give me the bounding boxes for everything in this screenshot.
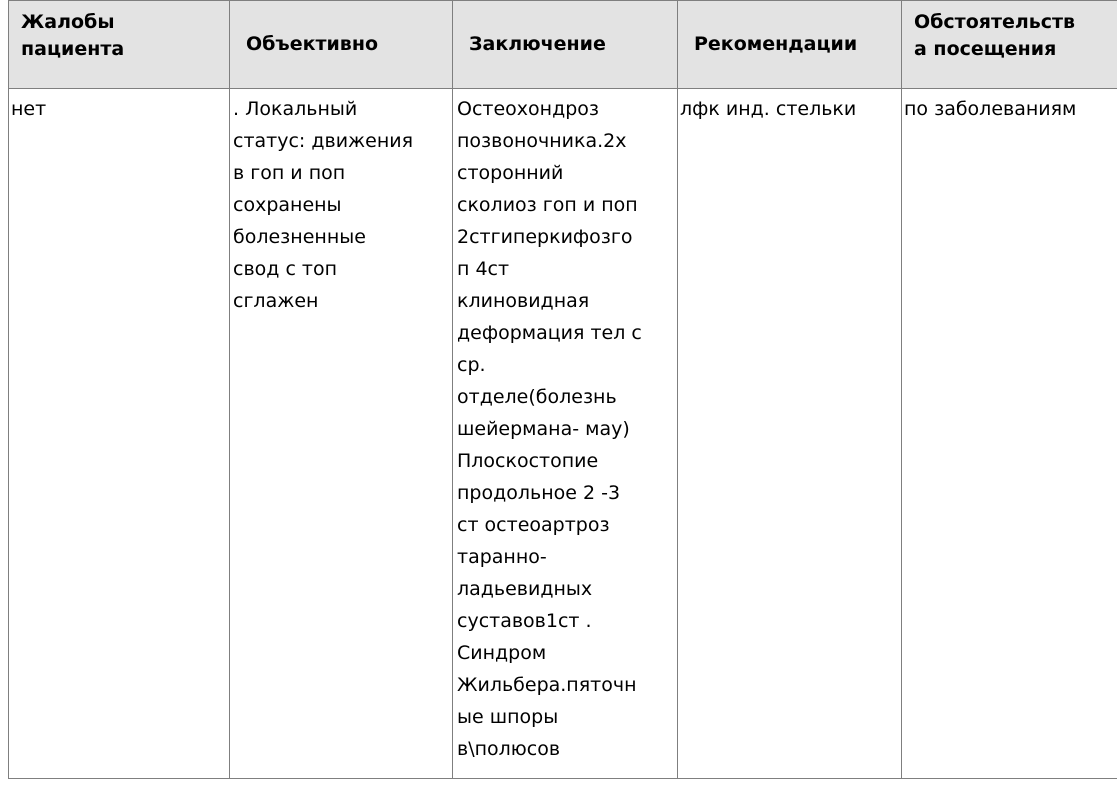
table-row xyxy=(9,89,1117,779)
table-header-row xyxy=(9,1,1117,89)
header-circumstances: Обстоятельств а посещения xyxy=(902,1,1117,89)
cell-circumstances: по заболеваниям xyxy=(902,89,1117,779)
visit-table xyxy=(8,0,1117,779)
header-conclusion: Заключение xyxy=(453,1,678,89)
cell-conclusion: Остеохондроз позвоночника.2х сторонний сколиоз гоп и поп 2стгиперкифозго п 4ст клиновидная деформация тел с ср. отделе(болезнь шейермана- мау) Плоскостопие продольное 2 -3 ст остеоартроз таранно- ладьевидных суставов1ст . Синдром Жильбера.пяточн ые шпоры в\полюсов xyxy=(453,89,678,779)
visit-record xyxy=(8,0,1117,779)
cell-complaints: нет xyxy=(9,89,230,779)
cell-recommendations: лфк инд. стельки xyxy=(678,89,902,779)
header-objective: Объективно xyxy=(230,1,453,89)
cell-objective: . Локальный статус: движения в гоп и поп сохранены болезненные свод с топ сглажен xyxy=(230,89,453,779)
header-complaints: Жалобы пациента xyxy=(9,1,230,89)
header-recommendations: Рекомендации xyxy=(678,1,902,89)
